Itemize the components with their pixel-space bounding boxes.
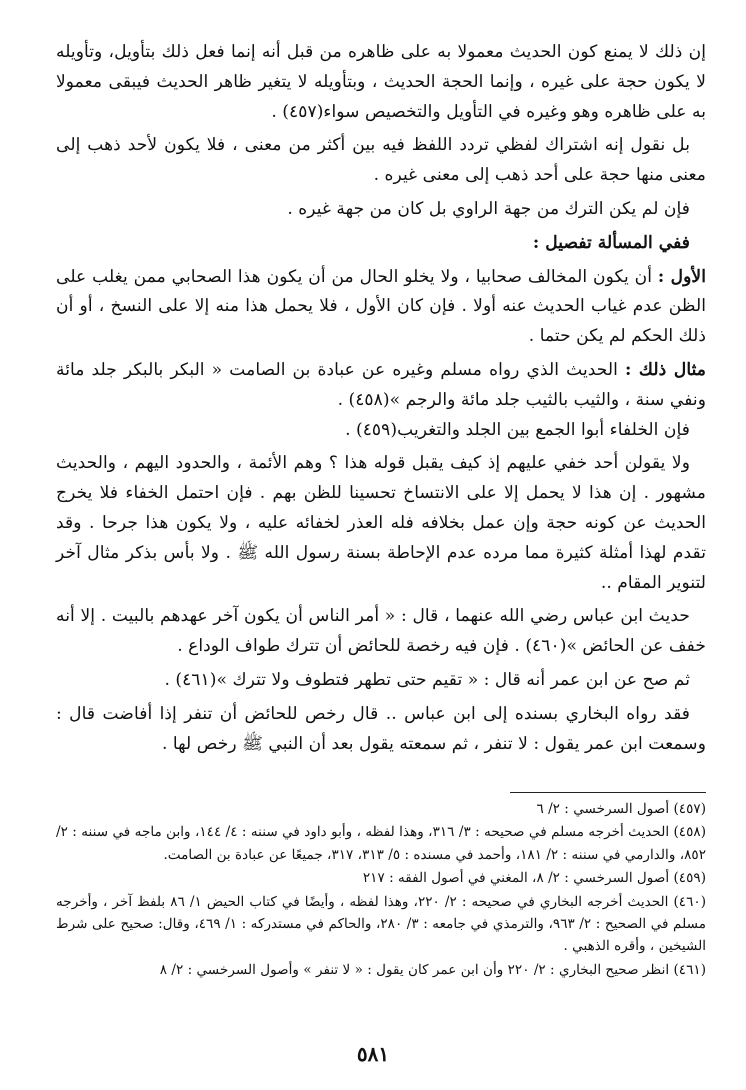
- paragraph-2: [56, 131, 706, 191]
- footnote-459: (٤٥٩) أصول السرخسي : ٢/ ٨، المغني في أصول الفقه : ٢١٧: [362, 870, 706, 887]
- example-lead: مثال ذلك :: [624, 359, 706, 380]
- paragraph-7: [56, 416, 706, 446]
- paragraph-11: [56, 700, 706, 760]
- paragraph-8-text: ولا يقولن أحد خفي عليهم إذ كيف يقبل قوله هذا ؟ وهم الأئمة ، والحدود اليهم ، والحديث مشهور . إن هذا لا يحمل إلا على الانتساخ تحسينا للظن بهم . فإن احتمل الخفاء فلا يخرج الحديث عن كونه حجة وإن عمل بخلافه فله العذر لخفائه عليه ، ولا يكون هذا جرحا . وقد تقدم لهذا أمثلة كثيرة مما مرده عدم الإحاطة بسنة رسول الله ﷺ . ولا بأس بذكر مثال آخر لتنوير المقام ..: [56, 453, 706, 593]
- footnote-divider: [510, 792, 706, 793]
- paragraph-11-text: فقد رواه البخاري بسنده إلى ابن عباس .. قال رخص للحائض أن تنفر إذا أفاضت قال : وسمعت ابن عمر يقول : لا تنفر ، ثم سمعته يقول بعد أن النبي ﷺ رخص لها .: [56, 703, 706, 754]
- paragraph-example: [56, 356, 706, 416]
- footnote-458: (٤٥٨) الحديث أخرجه مسلم في صحيحه : ٣/ ٣١٦، وهذا لفظه ، وأبو داود في سننه : ٤/ ١٤٤، وابن ماجه في سننه : ٢/ ٨٥٢، والدارمي في سننه : ٢/ ١٨١، وأحمد في مسنده : ٥/ ٣١٣، ٣١٧، جميعًا عن عبادة بن الصامت.: [56, 824, 706, 863]
- paragraph-7-text: فإن الخلفاء أبوا الجمع بين الجلد والتغريب(٤٥٩) .: [345, 419, 690, 440]
- paragraph-2-text: بل نقول إنه اشتراك لفظي تردد اللفظ فيه بين أكثر من معنى ، فلا يكون لأحد ذهب إلى معنى منها حجة على أحد ذهب إلى معنى غيره .: [56, 135, 706, 186]
- footnote-457: (٤٥٧) أصول السرخسي : ٢/ ٦: [536, 801, 706, 817]
- footnote-460: (٤٦٠) الحديث أخرجه البخاري في صحيحه : ٢/ ٢٢٠، وهذا لفظه ، وأيضًا في كتاب الحيض ١/ ٨٦ بلفظ آخر ، وأخرجه مسلم في الصحيح : ٢/ ٩٦٣، والترمذي في جامعه : ٣/ ٢٨٠، والحاكم في مستدركه : ١/ ٤٦٩، وقال: صحيح على شرط الشيخين ، وأقره الذهبي .: [56, 893, 707, 955]
- paragraph-9: [56, 602, 706, 662]
- page-number: ٥٨١: [356, 1042, 390, 1066]
- first-case-text: أن يكون المخالف صحابيا ، ولا يخلو الحال من أن يكون هذا الصحابي ممن يغلب على الظن عدم غياب الحديث عنه أولا . فإن كان الأول ، فلا يحمل هذا منه إلا على النسخ ، أو أن ذلك الحكم لم يكن حتما .: [56, 266, 706, 347]
- first-case-lead: الأول :: [657, 266, 706, 287]
- paragraph-1: [56, 38, 706, 127]
- section-heading: [56, 229, 706, 259]
- paragraph-10: [56, 666, 706, 696]
- paragraph-3-text: فإن لم يكن الترك من جهة الراوي بل كان من جهة غيره .: [287, 198, 690, 219]
- paragraph-8: [56, 449, 706, 598]
- section-heading-text: ففي المسألة تفصيل :: [532, 232, 690, 253]
- paragraph-first-case: [56, 263, 706, 352]
- paragraph-9-text: حديث ابن عباس رضي الله عنهما ، قال : « أمر الناس أن يكون آخر عهدهم بالبيت . إلا أنه خفف عن الحائض »(٤٦٠) . فإن فيه رخصة للحائض أن تترك طواف الوداع .: [56, 606, 706, 657]
- example-text: الحديث الذي رواه مسلم وغيره عن عبادة بن الصامت « البكر بالبكر جلد مائة ونفي سنة ، والثيب بالثيب جلد مائة والرجم »(٤٥٨) .: [56, 359, 706, 410]
- paragraph-10-text: ثم صح عن ابن عمر أنه قال : « تقيم حتى تطهر فتطوف ولا تترك »(٤٦١) .: [164, 669, 690, 690]
- footnote-461: (٤٦١) انظر صحيح البخاري : ٢/ ٢٢٠ وأن ابن عمر كان يقول : « لا تنفر » وأصول السرخسي : ٢/ ٨: [159, 961, 706, 978]
- footnotes: [56, 798, 706, 982]
- paragraph-1-text: إن ذلك لا يمنع كون الحديث معمولا به على ظاهره من قبل أنه إنما فعل ذلك بتأويل، وتأويله لا يكون حجة على غيره ، وإنما الحجة الحديث ، وبتأويله لا يتغير ظاهر الحديث فيبقى معمولا به على ظاهره وهو وغيره في التأويل والتخصيص سواء(٤٥٧) .: [56, 42, 706, 122]
- paragraph-3: [56, 195, 706, 225]
- main-text: [56, 38, 706, 759]
